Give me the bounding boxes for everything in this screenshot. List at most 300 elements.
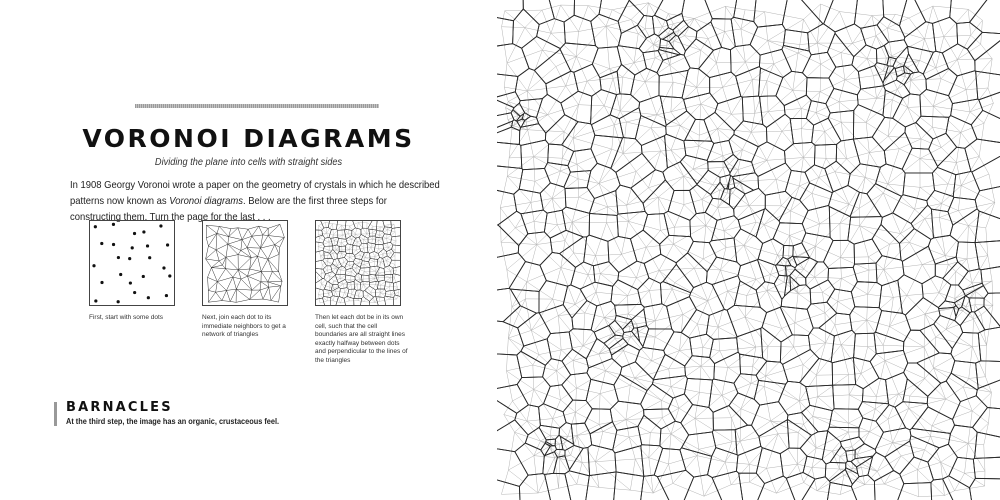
voronoi-cell (684, 39, 714, 69)
voronoi-cell (591, 135, 623, 168)
voronoi-cell (518, 313, 551, 346)
triangle-edge (226, 269, 233, 277)
voronoi-cell (851, 456, 873, 467)
triangle-edge (260, 282, 261, 290)
triangle-edge (268, 254, 279, 259)
triangle-edge (279, 247, 280, 254)
voronoi-cell (949, 71, 978, 104)
triangle-edge (924, 347, 925, 379)
triangle-edge (558, 313, 585, 316)
dot (117, 256, 120, 259)
voronoi-cell (540, 252, 576, 286)
triangle-edge (507, 63, 527, 91)
dot (146, 244, 149, 247)
triangle-edge (271, 300, 279, 302)
triangle-edge (577, 435, 595, 461)
voronoi-cell (518, 232, 552, 265)
dot (147, 296, 150, 299)
triangle-edge (740, 409, 741, 441)
dot (159, 224, 162, 227)
triangle-edge (233, 270, 238, 277)
triangle-edge (716, 31, 724, 62)
triangle-edge (626, 323, 637, 324)
triangle-edge (268, 236, 275, 245)
voronoi-cell (611, 138, 642, 173)
triangle-edge (226, 255, 238, 258)
triangle-edge (231, 228, 238, 229)
dot (117, 300, 120, 303)
voronoi-cell (324, 252, 333, 259)
triangle-edge (839, 102, 866, 123)
triangle-edge (206, 225, 217, 233)
voronoi-cell (800, 358, 833, 386)
voronoi-cell (853, 263, 877, 283)
triangle-edge (528, 130, 565, 132)
triangle-edge (208, 290, 215, 292)
voronoi-cell (826, 88, 858, 112)
triangle-edge (216, 250, 219, 261)
triangle-edge (258, 256, 262, 271)
voronoi-cell (883, 0, 908, 26)
triangle-edge (269, 287, 271, 300)
voronoi-cell (355, 251, 365, 260)
voronoi-cell (517, 351, 546, 377)
voronoi-cell (659, 70, 688, 97)
voronoi-cell (393, 281, 400, 291)
triangle-edge (507, 157, 533, 176)
triangle-edge (238, 228, 248, 229)
voronoi-cell (758, 259, 779, 284)
step-1-illustration (89, 220, 175, 306)
voronoi-cell (682, 68, 710, 100)
triangle-edge (749, 206, 764, 225)
intro-text-1: In 1908 Georgy Voronoi wrote a paper on the geometry of crystals in which he described patterns now known as (70, 179, 440, 207)
triangle-edge (367, 226, 373, 234)
dot (92, 264, 95, 267)
voronoi-cell (510, 289, 539, 313)
voronoi-cell (511, 110, 520, 121)
triangle-edge (275, 237, 285, 244)
triangle-edge (813, 416, 816, 448)
voronoi-cell (833, 385, 864, 410)
triangle-edge (525, 299, 531, 331)
voronoi-cell (827, 33, 853, 67)
voronoi-cell (884, 132, 912, 169)
voronoi-cell (375, 268, 384, 276)
voronoi-cell (893, 195, 928, 224)
voronoi-cell (885, 441, 914, 474)
triangle-edge (261, 282, 269, 287)
triangle-edge (261, 259, 268, 271)
triangle-edge (216, 292, 222, 300)
triangle-edge (680, 126, 698, 147)
voronoi-cell (812, 118, 841, 145)
voronoi-cell (825, 161, 850, 192)
voronoi-cell (857, 457, 873, 477)
triangle-edge (371, 292, 375, 302)
voronoi-cell (515, 443, 544, 475)
dot (112, 223, 115, 226)
triangle-edge (242, 240, 247, 248)
voronoi-cell (329, 229, 338, 238)
voronoi-cell (521, 339, 551, 366)
triangle-edge (718, 291, 728, 327)
triangle-edge (222, 265, 225, 269)
triangle-edge (899, 379, 925, 394)
triangle-edge (968, 423, 988, 443)
triangle-edge (230, 289, 236, 301)
voronoi-cell (660, 235, 694, 262)
step-3 (315, 220, 415, 365)
dot (94, 225, 97, 228)
triangle-edge (251, 256, 257, 257)
triangle-edge (671, 434, 697, 456)
voronoi-cell (613, 426, 642, 452)
voronoi-cell (544, 385, 573, 412)
dot (112, 243, 115, 246)
voronoi-cell (756, 208, 780, 243)
triangle-edge (745, 317, 768, 346)
triangle-edge (216, 250, 226, 257)
triangle-edge (538, 457, 555, 493)
triangle-edge (216, 290, 227, 292)
voronoi-cell (664, 332, 693, 366)
voronoi-cell (897, 483, 932, 500)
voronoi-cell (339, 246, 346, 252)
right-page (497, 0, 1000, 500)
triangle-edge (227, 290, 231, 301)
dot (94, 299, 97, 302)
triangle-edge (238, 250, 241, 254)
triangle-edge (247, 272, 261, 277)
voronoi-cell (641, 445, 663, 477)
triangle-edge (242, 229, 248, 239)
triangle-edge (648, 151, 660, 188)
triangle-edge (694, 268, 720, 270)
triangle-edge (263, 235, 268, 236)
triangle-edge (388, 224, 394, 230)
voronoi-cell (497, 17, 513, 46)
triangle-edge (272, 272, 282, 282)
triangle-edge (741, 386, 764, 408)
voronoi-cell (876, 256, 904, 286)
triangle-edge (241, 240, 242, 251)
voronoi-cell (724, 154, 739, 172)
voronoi-cell (965, 139, 1000, 172)
voronoi-cell (618, 25, 646, 48)
voronoi-cell (574, 0, 602, 21)
voronoi-cell (975, 39, 1000, 75)
step-3-illustration (315, 220, 401, 306)
voronoi-cell (588, 445, 616, 476)
voronoi-cell (895, 402, 928, 430)
triangle-edge (659, 268, 694, 270)
voronoi-cell (680, 155, 708, 184)
voronoi-cell (509, 262, 546, 292)
triangle-edge (888, 136, 921, 139)
triangle-edge (208, 301, 221, 303)
voronoi-cell (846, 461, 858, 474)
triangle-edge (268, 236, 284, 238)
voronoi-cell (546, 71, 578, 103)
voronoi-cell (685, 356, 715, 380)
voronoi-cell (709, 379, 738, 412)
triangle-edge (263, 228, 268, 235)
voronoi-cell (779, 381, 810, 415)
triangle-edge (268, 259, 272, 271)
triangle-edge (208, 277, 209, 290)
voronoi-cell (690, 334, 714, 357)
triangle-edge (609, 69, 622, 77)
triangle-edge (718, 206, 749, 208)
triangle-edge (860, 193, 884, 226)
triangle-edge (512, 282, 527, 307)
step-1-caption: First, start with some dots (89, 314, 164, 321)
triangle-edge (247, 248, 260, 249)
dots-illustration (90, 221, 174, 305)
voronoi-cell (614, 472, 644, 500)
triangle-edge (228, 237, 229, 245)
triangle-edge (745, 291, 767, 317)
voronoi-cell (368, 221, 377, 230)
triangle-edge (260, 245, 274, 248)
voronoi-cell (828, 110, 854, 140)
triangle-edge (626, 418, 662, 420)
triangle-edge (252, 236, 261, 248)
voronoi-cell (562, 349, 589, 375)
triangle-edge (206, 225, 219, 226)
triangle-edge (740, 160, 767, 181)
triangle-edge (250, 269, 262, 271)
voronoi-cell (393, 295, 400, 305)
triangle-edge (528, 115, 548, 130)
voronoi-cell (376, 297, 386, 305)
triangle-edge (968, 226, 987, 256)
voronoi-cell (714, 352, 741, 383)
dot (165, 294, 168, 297)
voronoi-cell (564, 15, 595, 45)
step-2-caption: Next, join each dot to its immediate neighbors to get a network of triangles (202, 314, 286, 338)
voronoi-cell (361, 252, 370, 261)
voronoi-cell (731, 17, 758, 46)
voronoi-cell (608, 236, 637, 272)
triangle-edge (920, 159, 957, 163)
triangle-edge (635, 369, 669, 378)
voronoi-cell (680, 448, 712, 477)
triangle-edge (612, 3, 648, 10)
voronoi-cell (963, 283, 984, 296)
voronoi-cell (832, 358, 856, 386)
dot (131, 246, 134, 249)
triangle-edge (260, 290, 263, 299)
voronoi-cell (587, 163, 620, 198)
triangle-edge (381, 262, 391, 271)
voronoi-cell (591, 14, 622, 48)
section-accent-bar (54, 402, 57, 426)
triangle-edge (764, 211, 790, 225)
voronoi-cell (853, 357, 879, 388)
triangle-edge (230, 301, 236, 302)
left-page (0, 0, 497, 500)
triangle-edge (576, 26, 606, 56)
triangle-edge (620, 111, 657, 115)
triangle-edge (653, 464, 668, 493)
triangle-edge (236, 289, 252, 290)
voronoi-cell (641, 384, 674, 410)
triangle-edge (934, 337, 936, 368)
voronoi-cell (808, 24, 835, 55)
voronoi-cell (584, 235, 609, 266)
voronoi-cell (973, 457, 1000, 479)
voronoi-cell (663, 162, 697, 191)
voronoi-cell (972, 155, 1000, 191)
voronoi-cell (639, 95, 666, 126)
triangle-edge (226, 257, 238, 270)
triangle-edge (527, 91, 547, 115)
voronoi-cell (905, 123, 933, 150)
triangle-edge (815, 246, 816, 277)
voronoi-cell (519, 474, 550, 500)
triangle-edge (961, 156, 979, 185)
voronoi-cell (970, 0, 1000, 34)
triangle-edge (263, 299, 271, 300)
voronoi-cell (522, 113, 530, 121)
step-2 (202, 220, 302, 340)
voronoi-cell (766, 114, 793, 151)
triangle-edge (376, 277, 379, 284)
triangle-edge (572, 222, 573, 253)
voronoi-cell (497, 479, 520, 500)
triangle-edge (704, 462, 725, 496)
triangle-edge (887, 18, 909, 28)
dot (162, 266, 165, 269)
triangle-edge (893, 408, 909, 442)
triangle-edge (229, 237, 242, 240)
triangle-edge (228, 240, 242, 244)
voronoi-cell (800, 183, 833, 211)
voronoi-cell (336, 221, 346, 230)
intro-text-2: . Below are the first three steps for constructing them. Turn the page for the last . . . (70, 195, 387, 223)
voronoi-cell (975, 432, 1000, 458)
triangle-network-illustration (203, 221, 287, 305)
triangle-edge (227, 289, 237, 290)
voronoi-cell (736, 67, 761, 98)
voronoi-cell (545, 163, 571, 187)
voronoi-cell (549, 0, 575, 22)
dot (128, 257, 131, 260)
triangle-edge (217, 282, 226, 291)
triangle-edge (222, 290, 227, 300)
triangle-edge (236, 299, 250, 302)
voronoi-cell (375, 289, 386, 297)
voronoi-cell (850, 192, 881, 217)
triangle-edge (252, 235, 263, 236)
section-title: BARNACLES (66, 400, 173, 415)
voronoi-cell (708, 162, 730, 178)
voronoi-cell (497, 225, 519, 258)
triangle-edge (236, 279, 241, 289)
triangle-edge (281, 281, 282, 286)
voronoi-cell (851, 475, 875, 500)
voronoi-cell (737, 328, 763, 358)
voronoi-cell (782, 45, 811, 72)
voronoi-cell (761, 327, 781, 362)
triangle-edge (268, 272, 272, 282)
voronoi-cell (548, 144, 574, 166)
dot (133, 291, 136, 294)
triangle-edge (767, 291, 798, 294)
voronoi-cell (514, 189, 544, 214)
voronoi-cell (801, 477, 830, 500)
voronoi-cell (589, 191, 618, 216)
triangle-edge (577, 435, 582, 462)
dot (133, 232, 136, 235)
triangle-edge (241, 248, 247, 251)
triangle-edge (217, 226, 219, 233)
voronoi-cell (887, 57, 896, 66)
triangle-edge (269, 286, 281, 287)
voronoi-cell (635, 116, 666, 146)
voronoi-cell (681, 310, 709, 338)
triangle-edge (329, 276, 340, 279)
triangle-edge (238, 228, 242, 240)
voronoi-cell (644, 254, 676, 283)
triangle-edge (728, 279, 756, 291)
voronoi-cell (392, 274, 400, 283)
voronoi-cell (668, 190, 696, 220)
voronoi-cell (610, 94, 639, 119)
voronoi-cell (497, 399, 517, 432)
triangle-edge (751, 112, 768, 133)
voronoi-cell (585, 409, 613, 434)
voronoi-cell (361, 275, 369, 282)
triangle-edge (595, 462, 630, 490)
dot (166, 243, 169, 246)
voronoi-cell (867, 184, 902, 218)
triangle-edge (241, 276, 247, 279)
triangle-edge (280, 224, 284, 237)
voronoi-cell (926, 68, 957, 95)
triangle-edge (206, 259, 220, 261)
voronoi-cell (806, 385, 834, 411)
dot (142, 230, 145, 233)
triangle-edge (728, 347, 756, 367)
triangle-edge (887, 28, 924, 39)
triangle-edge (706, 226, 726, 248)
voronoi-cell (928, 444, 958, 480)
triangle-edge (238, 269, 249, 270)
triangle-edge (889, 295, 906, 326)
triangle-edge (651, 128, 671, 150)
triangle-edge (577, 164, 599, 183)
triangle-edge (628, 314, 655, 321)
voronoi-cell (802, 405, 833, 431)
triangle-edge (695, 395, 722, 418)
triangle-edge (673, 226, 705, 244)
triangle-edge (233, 277, 236, 289)
dot (168, 274, 171, 277)
triangle-edge (222, 301, 230, 302)
voronoi-cell (728, 175, 735, 189)
voronoi-cell (823, 240, 854, 268)
voronoi-cell (951, 99, 983, 125)
voronoi-cell (827, 289, 855, 315)
triangle-edge (275, 245, 279, 255)
voronoi-cell (943, 476, 972, 500)
triangle-edge (247, 269, 249, 276)
voronoi-cell (383, 242, 393, 251)
voronoi-cell (354, 290, 363, 299)
